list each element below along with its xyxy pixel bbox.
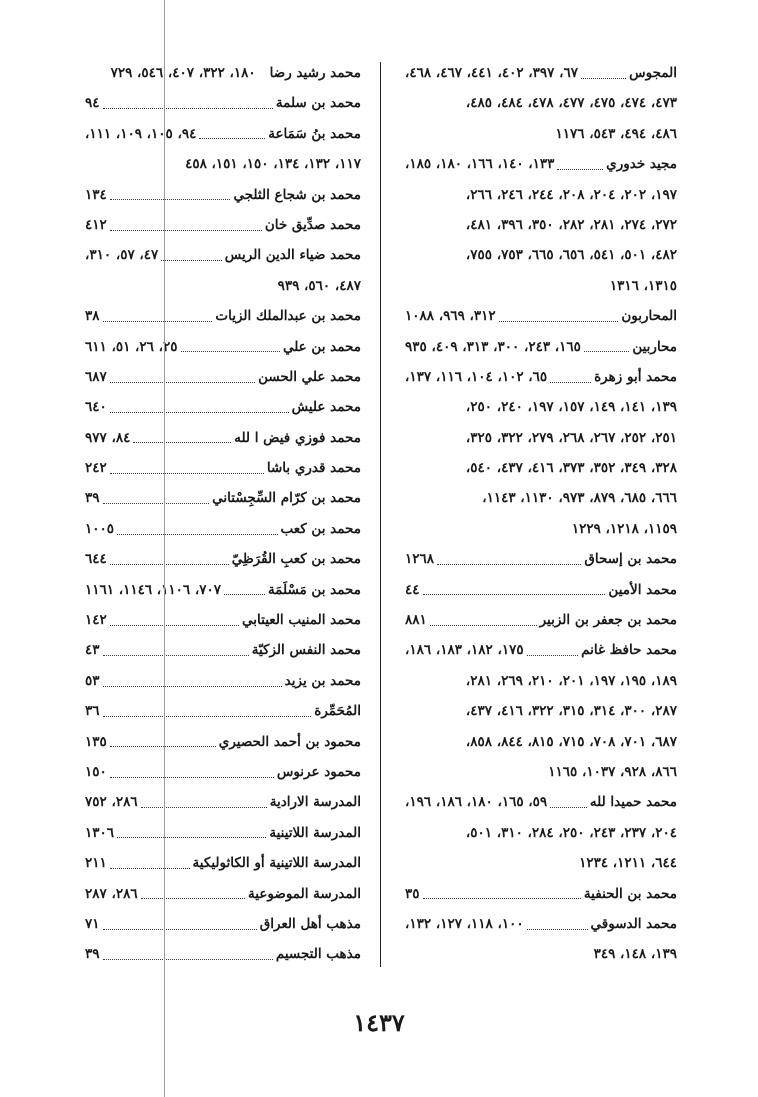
index-entry bbox=[405, 301, 677, 331]
index-entry bbox=[85, 727, 361, 757]
dot-leader bbox=[103, 686, 282, 687]
page-references: ٣٢٨، ٣٤٩، ٣٥٢، ٣٧٣، ٤١٦، ٤٣٧، ٥٤٠، bbox=[465, 460, 677, 477]
index-column-left bbox=[85, 58, 361, 970]
index-entry bbox=[85, 453, 361, 483]
index-entry bbox=[85, 332, 361, 362]
page-references: ٤٨٦، ٤٩٤، ٥٤٣، ١١٧٦ bbox=[555, 125, 677, 142]
index-entry bbox=[85, 544, 361, 574]
column-divider bbox=[380, 62, 381, 967]
entry-name: محمد الأمين bbox=[608, 581, 677, 598]
page-references: ٢٥، ٢٦، ٥١، ٦١١ bbox=[85, 338, 178, 355]
dot-leader bbox=[103, 321, 213, 322]
page-references: ١٠٠، ١١٨، ١٢٧، ١٣٢، bbox=[405, 915, 524, 932]
index-entry bbox=[85, 666, 361, 696]
page-references: ٨٤، ٩٧٧ bbox=[85, 429, 131, 446]
entry-name: المدرسة الارادية bbox=[269, 794, 361, 811]
page-references: ٢٨٦، ٧٥٢ bbox=[85, 794, 138, 811]
dot-leader bbox=[423, 898, 581, 899]
entry-name: محمد بن كعب bbox=[280, 520, 361, 537]
entry-name: محمد قدري باشا bbox=[266, 460, 361, 477]
entry-name: محمد علي الحسن bbox=[258, 368, 361, 385]
entry-name: محمد بنُ سَمَاعة bbox=[268, 125, 361, 142]
index-entry bbox=[405, 879, 677, 909]
page-references: ١٣٩، ١٤١، ١٤٩، ١٥٧، ١٩٧، ٢٤٠، ٢٥٠، bbox=[465, 399, 677, 416]
entry-name: محمد بن سلمة bbox=[275, 95, 361, 112]
entry-name: محمد أبو زهرة bbox=[594, 368, 677, 385]
entry-name: محمد بن شجاع الثلجي bbox=[233, 186, 361, 203]
dot-leader bbox=[199, 138, 265, 139]
entry-name: مذهب أهل العراق bbox=[259, 915, 361, 932]
entry-name: محمد المنيب العيتابي bbox=[242, 612, 361, 629]
page-references: ١٩٧، ٢٠٢، ٢٠٤، ٢٠٨، ٢٤٤، ٢٤٦، ٢٦٦، bbox=[465, 186, 677, 203]
page-references: ٦٧، ٣٩٧، ٤٠٢، ٤٤١، ٤٦٧، ٤٦٨، bbox=[405, 65, 579, 81]
index-entry-continuation bbox=[405, 180, 677, 210]
page-references: ٢٠٤، ٢٣٧، ٢٤٣، ٢٥٠، ٢٨٤، ٣١٠، ٥٠١، bbox=[465, 824, 677, 841]
page-references: ٢٤٢ bbox=[85, 460, 107, 477]
page-references: ٢٨٦، ٢٨٧ bbox=[85, 885, 138, 902]
dot-leader bbox=[110, 746, 216, 747]
dot-leader bbox=[141, 898, 245, 899]
entry-name: محمود بن أحمد الحصيري bbox=[218, 733, 361, 750]
page-references: ٢٥١، ٢٥٢، ٢٦٧، ٢٦٨، ٢٧٩، ٣٢٢، ٣٢٥، bbox=[465, 429, 677, 446]
index-entry-continuation bbox=[85, 271, 361, 301]
index-entry bbox=[85, 423, 361, 453]
page-references: ٢١١ bbox=[85, 855, 107, 872]
page-references: ٨٨١ bbox=[405, 612, 427, 629]
dot-leader bbox=[584, 351, 629, 352]
index-entry-continuation bbox=[405, 727, 677, 757]
dot-leader bbox=[110, 777, 274, 778]
page-references: ٣٨ bbox=[85, 308, 100, 325]
index-entry bbox=[85, 88, 361, 118]
index-entry bbox=[405, 149, 677, 179]
page-references: ٥٣ bbox=[85, 672, 100, 689]
dot-leader bbox=[110, 473, 264, 474]
page-references: ١٣٠٦ bbox=[85, 824, 115, 841]
index-entry bbox=[85, 939, 361, 969]
entry-name: محمود عرنوس bbox=[276, 763, 361, 780]
entry-name: محمد بن إسحاق bbox=[584, 551, 677, 568]
page-references: ٩٤ bbox=[85, 95, 100, 112]
entry-name: محمد حافظ غانم bbox=[581, 642, 677, 659]
page-references: ١٧٥، ١٨٢، ١٨٣، ١٨٦، bbox=[405, 642, 524, 659]
dot-leader bbox=[527, 929, 588, 930]
page-references: ٣٩ bbox=[85, 946, 100, 963]
dot-leader bbox=[181, 351, 280, 352]
index-entry-continuation bbox=[405, 666, 677, 696]
index-entry-continuation bbox=[405, 423, 677, 453]
page-references: ١٦٥، ٢٤٣، ٣٠٠، ٣١٣، ٤٠٩، ٩٣٥ bbox=[405, 338, 581, 355]
entry-name: محمد بن مَسْلَمَة bbox=[267, 581, 361, 598]
dot-leader bbox=[103, 503, 210, 504]
dot-leader bbox=[110, 230, 262, 231]
entry-name: المحاربون bbox=[621, 308, 677, 325]
index-entry bbox=[85, 605, 361, 635]
page-references: ٦٤٠ bbox=[85, 399, 107, 416]
entry-name: محمد فوزي فيض ا لله bbox=[234, 429, 361, 446]
index-entry-continuation bbox=[405, 453, 677, 483]
index-entry-continuation bbox=[405, 88, 677, 118]
page-references: ٤٣ bbox=[85, 642, 100, 659]
page-references: ٣١٢، ٩٦٩، ١٠٨٨ bbox=[405, 308, 496, 325]
index-entry-continuation bbox=[405, 210, 677, 240]
page-references: ١١٥٩، ١٢١٨، ١٢٢٩ bbox=[571, 520, 677, 537]
index-entry bbox=[85, 696, 361, 726]
index-entry bbox=[85, 757, 361, 787]
index-entry bbox=[85, 210, 361, 240]
entry-name: محمد رشيد رضا bbox=[269, 65, 361, 81]
dot-leader bbox=[133, 442, 231, 443]
index-entry bbox=[85, 180, 361, 210]
page-references: ٦٥، ١٠٢، ١٠٤، ١١٦، ١٣٧، bbox=[405, 368, 548, 385]
index-entry bbox=[405, 635, 677, 665]
page-references: ٢٨٧، ٣٠٠، ٣١٤، ٣١٥، ٣٢٢، ٤١٦، ٤٣٧، bbox=[465, 703, 677, 720]
index-entry bbox=[85, 58, 361, 88]
dot-leader bbox=[110, 412, 289, 413]
page-references: ١٢٦٨ bbox=[405, 551, 435, 568]
dot-leader bbox=[423, 594, 606, 595]
index-entry-continuation bbox=[405, 271, 677, 301]
index-entry bbox=[85, 392, 361, 422]
index-entry bbox=[85, 879, 361, 909]
page-references: ٥٩، ١٦٥، ١٨٠، ١٨٦، ١٩٦، bbox=[405, 794, 548, 811]
index-entry bbox=[85, 818, 361, 848]
entry-name: محمد بن علي bbox=[282, 338, 361, 355]
index-entry-continuation bbox=[405, 240, 677, 270]
page-references: ٣٥ bbox=[405, 885, 420, 902]
page-references: ١٨٩، ١٩٥، ١٩٧، ٢٠١، ٢١٠، ٢٦٩، ٢٨١، bbox=[465, 672, 677, 689]
dot-leader bbox=[550, 807, 587, 808]
entry-name: المدرسة الموضوعية bbox=[248, 885, 361, 902]
dot-leader bbox=[103, 716, 312, 717]
index-entry-continuation bbox=[405, 848, 677, 878]
entry-name: محمد ضياء الدين الريس bbox=[224, 247, 361, 264]
index-entry bbox=[405, 362, 677, 392]
index-entry-continuation bbox=[405, 818, 677, 848]
index-entry bbox=[85, 240, 361, 270]
index-entry bbox=[85, 635, 361, 665]
dot-leader bbox=[103, 655, 249, 656]
index-column-right bbox=[405, 58, 677, 970]
index-entry bbox=[85, 301, 361, 331]
entry-name: المُحَمِّرة bbox=[314, 703, 361, 720]
page-references: ١٠٠٥ bbox=[85, 520, 115, 537]
index-entry-continuation bbox=[405, 514, 677, 544]
index-entry bbox=[85, 787, 361, 817]
index-entry bbox=[405, 575, 677, 605]
index-entry-continuation bbox=[405, 392, 677, 422]
page-references: ١٤٢ bbox=[85, 612, 107, 629]
entry-name: محمد صدِّيق خان bbox=[264, 216, 361, 233]
page-references: ٣٦ bbox=[85, 703, 100, 720]
dot-leader bbox=[557, 169, 603, 170]
entry-name: محمد بن عبدالملك الزيات bbox=[215, 308, 361, 325]
page-references: ١٣١٥، ١٣١٦ bbox=[609, 277, 677, 294]
dot-leader bbox=[224, 594, 265, 595]
index-entry-continuation bbox=[405, 483, 677, 513]
page-references: ٦٦٦، ٦٨٥، ٨٧٩، ٩٧٣، ١١٣٠، ١١٤٣، bbox=[482, 490, 677, 507]
index-entry bbox=[85, 575, 361, 605]
page-references: ٧٠٧، ١١٠٦، ١١٤٦، ١١٦١ bbox=[85, 581, 221, 598]
page-references: ١٥٠ bbox=[85, 763, 107, 780]
dot-leader bbox=[430, 625, 537, 626]
page-references: ١٣٩، ١٤٨، ٣٤٩ bbox=[593, 946, 677, 963]
dot-leader bbox=[581, 78, 626, 79]
page-number: ١٤٣٧ bbox=[353, 1008, 405, 1037]
entry-name: محمد بن كرّام السِّجِسْتاني bbox=[212, 490, 361, 507]
index-entry bbox=[405, 787, 677, 817]
page-references: ١٨٠، ٣٢٢، ٤٠٧، ٥٤٦، ٧٢٩ bbox=[110, 65, 256, 81]
page-references: ٢٧٢، ٢٧٤، ٢٨١، ٢٨٢، ٣٥٠، ٣٩٦، ٤٨١، bbox=[465, 216, 677, 233]
page-references: ١٣٤ bbox=[85, 186, 107, 203]
page-references: ٤٧٣، ٤٧٤، ٤٧٥، ٤٧٧، ٤٧٨، ٤٨٤، ٤٨٥، bbox=[465, 95, 677, 112]
index-entry-continuation bbox=[85, 149, 361, 179]
dot-leader bbox=[103, 929, 257, 930]
page-references: ١٣٣، ١٤٠، ١٦٦، ١٨٠، ١٨٥، bbox=[405, 156, 555, 173]
dot-leader bbox=[527, 655, 579, 656]
index-entry bbox=[405, 544, 677, 574]
dot-leader bbox=[437, 564, 581, 565]
page-references: ٤١٢ bbox=[85, 216, 107, 233]
entry-name: المجوس bbox=[629, 65, 677, 81]
index-entry-continuation bbox=[405, 939, 677, 969]
dot-leader bbox=[117, 837, 266, 838]
entry-name: المدرسة اللاتينية bbox=[269, 824, 361, 841]
page-references: ٦٤٤ bbox=[85, 551, 107, 568]
dot-leader bbox=[550, 382, 591, 383]
entry-name: محمد الدسوقي bbox=[590, 915, 677, 932]
entry-name: محمد عليش bbox=[291, 399, 361, 416]
page-references: ٨٦٦، ٩٢٨، ١٠٣٧، ١١٦٥ bbox=[548, 763, 677, 780]
index-entry bbox=[85, 848, 361, 878]
dot-leader bbox=[110, 382, 255, 383]
dot-leader bbox=[110, 868, 190, 869]
entry-name: مذهب التجسيم bbox=[275, 946, 361, 963]
index-entry bbox=[85, 483, 361, 513]
page-references: ٤٧، ٥٧، ٣١٠، bbox=[85, 247, 159, 264]
dot-leader bbox=[499, 321, 619, 322]
page-references: ٦٤٤، ١٢١١، ١٢٣٤ bbox=[579, 855, 677, 872]
index-entry bbox=[405, 909, 677, 939]
page-references: ٤٨٢، ٥٠١، ٥٤١، ٦٥٦، ٦٦٥، ٧٥٣، ٧٥٥، bbox=[465, 247, 677, 264]
entry-name: محاربين bbox=[632, 338, 677, 355]
index-entry bbox=[85, 119, 361, 149]
dot-leader bbox=[103, 959, 273, 960]
entry-name: محمد بن كعبِ القُرَظِيّ bbox=[231, 551, 361, 568]
page-references: ٧١ bbox=[85, 915, 100, 932]
dot-leader bbox=[141, 807, 267, 808]
index-entry bbox=[85, 362, 361, 392]
page-references: ٩٤، ١٠٥، ١٠٩، ١١١، bbox=[85, 125, 197, 142]
page-references: ٣٩ bbox=[85, 490, 100, 507]
dot-leader bbox=[110, 199, 231, 200]
index-entry-continuation bbox=[405, 757, 677, 787]
entry-name: محمد بن الحنفية bbox=[583, 885, 677, 902]
page-references: ٦٨٧ bbox=[85, 368, 107, 385]
scan-artifact-line bbox=[164, 0, 165, 1097]
page-references: ٤٨٧، ٥٦٠، ٩٣٩ bbox=[277, 277, 361, 294]
entry-name: محمد بن يزيد bbox=[284, 672, 361, 689]
index-entry bbox=[85, 909, 361, 939]
dot-leader bbox=[103, 108, 273, 109]
index-entry bbox=[405, 605, 677, 635]
index-entry-continuation bbox=[405, 696, 677, 726]
page-references: ١٣٥ bbox=[85, 733, 107, 750]
entry-name: المدرسة اللاتينية أو الكاثوليكية bbox=[192, 855, 361, 872]
dot-leader bbox=[110, 625, 239, 626]
entry-name: محمد بن جعفر بن الزبير bbox=[539, 612, 677, 629]
dot-leader bbox=[110, 564, 229, 565]
index-entry-continuation bbox=[405, 119, 677, 149]
page-references: ٦٨٧، ٧٠١، ٧٠٨، ٧١٥، ٨١٥، ٨٤٤، ٨٥٨، bbox=[465, 733, 677, 750]
dot-leader bbox=[161, 260, 222, 261]
entry-name: محمد النفس الزكيّة bbox=[251, 642, 361, 659]
page-references: ١١٧، ١٣٢، ١٣٤، ١٥٠، ١٥١، ٤٥٨ bbox=[185, 156, 361, 173]
index-entry bbox=[85, 514, 361, 544]
page-references: ٤٤ bbox=[405, 581, 420, 598]
entry-name: مجيد خدوري bbox=[606, 156, 677, 173]
index-entry bbox=[405, 332, 677, 362]
index-entry bbox=[405, 58, 677, 88]
dot-leader bbox=[117, 534, 278, 535]
entry-name: محمد حميدا لله bbox=[589, 794, 677, 811]
